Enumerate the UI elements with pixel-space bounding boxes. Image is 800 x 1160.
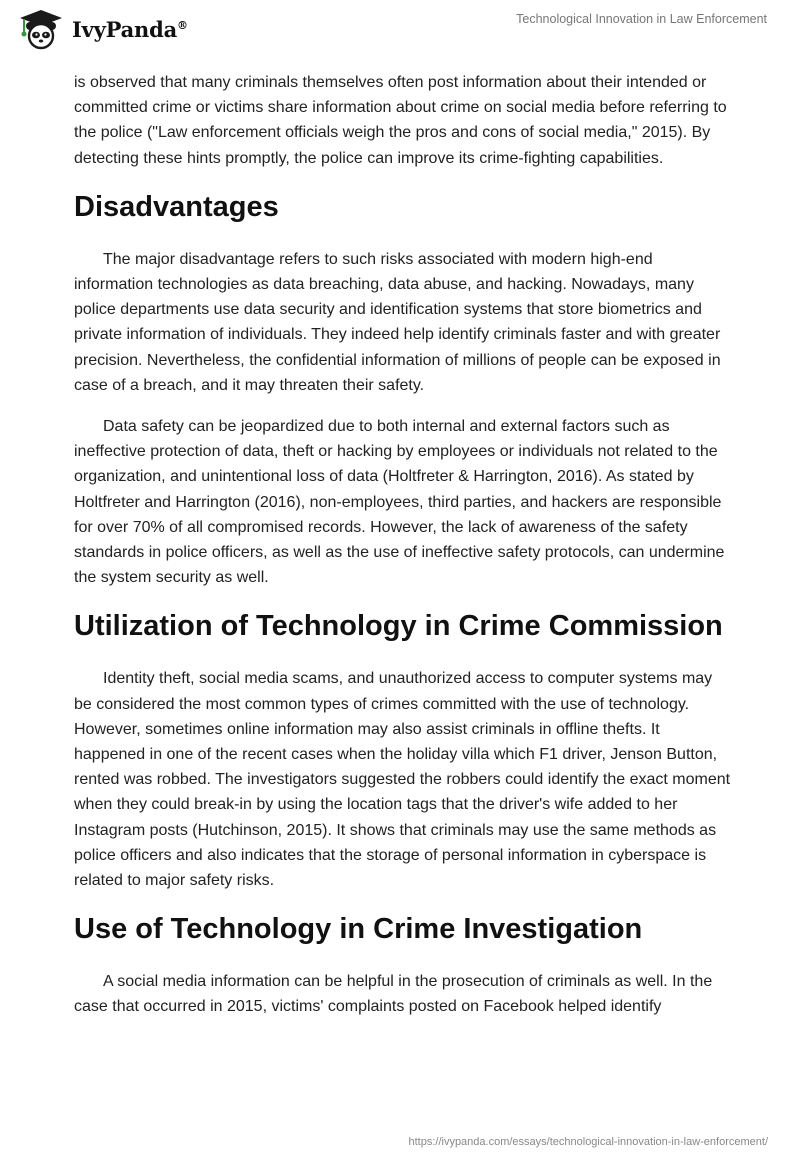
disadvantages-paragraph-1: The major disadvantage refers to such risks associated with modern high-end information technologies as data breaching, data abuse, and hacking. Nowadays, many police departments use data security and identification systems that store biometrics and private information of individuals. They indeed help identify criminals faster and with greater precision. Nevertheless, the confidential information of millions of people can be exposed in case of a breach, and it may threaten their safety. [74,250,721,394]
panda-graduation-icon [16,8,66,50]
essay-body [74,70,734,1036]
crime-investigation-paragraph-1: A social media information can be helpful in the prosecution of criminals as well. In the case that occurred in 2015, victims' complaints posted on Facebook helped identify [74,973,713,1016]
intro-paragraph: is observed that many criminals themselves often post information about their intended or committed crime or victims share information about crime on social media before referring to the police ("Law enforcement officials weigh the pros and cons of social media," 2015). By detecting these hints promptly, the police can improve its crime-fighting capabilities. [74,74,727,167]
logo-text: IvyPanda® [72,16,188,42]
page-header [0,0,800,70]
section-heading-crime-commission: Utilization of Technology in Crime Commission [74,610,723,643]
section-heading-disadvantages: Disadvantages [74,190,279,223]
disadvantages-paragraph-2: Data safety can be jeopardized due to both internal and external factors such as ineffective protection of data, theft or hacking by employees or individuals not related to the organization, and unintentional loss of data (Holtfreter & Harrington, 2016). As stated by Holtfreter and Harrington (2016), non-employees, third parties, and hackers are responsible for over 70% of all compromised records. However, the lack of awareness of the safety standards in police officers, as well as the use of ineffective safety protocols, can undermine the system security as well. [74,418,725,587]
document-title: Technological Innovation in Law Enforcement [516,12,767,26]
section-heading-crime-investigation: Use of Technology in Crime Investigation [74,913,643,946]
registered-mark: ® [177,18,188,32]
ivypanda-logo[interactable] [16,8,188,50]
crime-commission-paragraph-1: Identity theft, social media scams, and unauthorized access to computer systems may be considered the most common types of crimes committed with the use of technology. However, sometimes online information may also assist criminals in offline thefts. It happened in one of the recent cases when the holiday villa which F1 driver, Jenson Button, rented was robbed. The investigators suggested the robbers could identify the exact moment when they could break-in by using the location tags that the driver's wife added to her Instagram posts (Hutchinson, 2015). It shows that criminals may use the same methods as police officers and also indicates that the storage of personal information in cyberspace is related to major safety risks. [74,670,731,890]
source-url[interactable]: https://ivypanda.com/essays/technological-innovation-in-law-enforcement/ [408,1136,768,1148]
